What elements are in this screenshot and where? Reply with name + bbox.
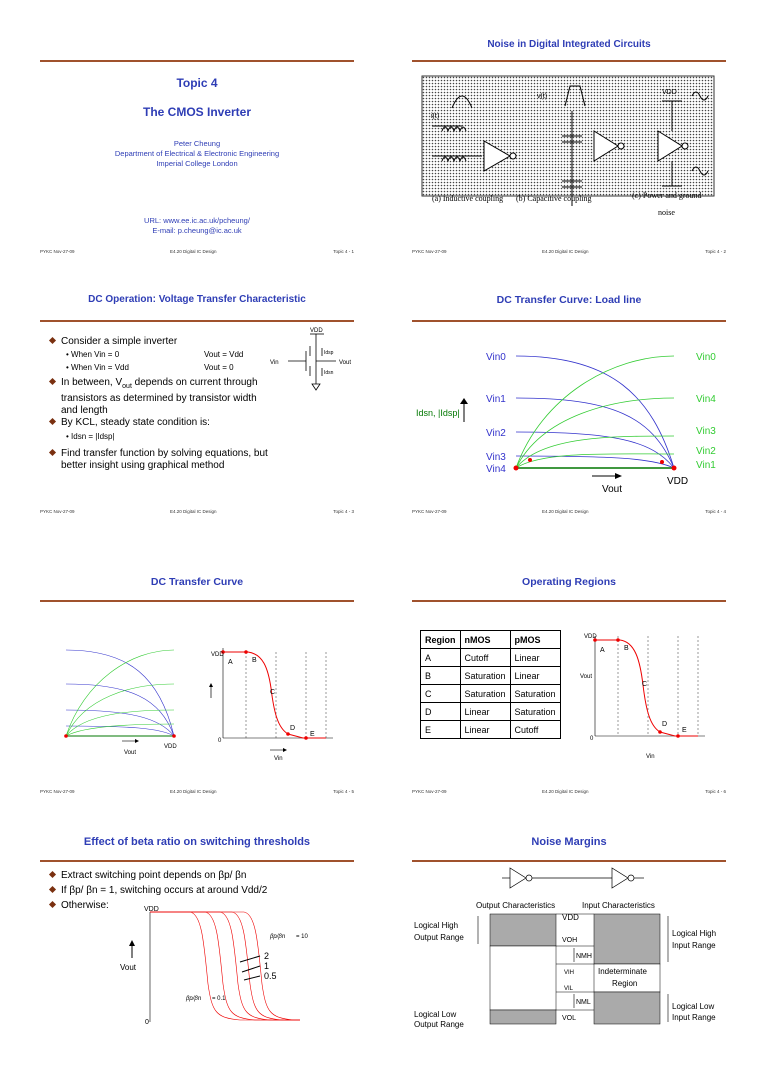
department: Department of Electrical & Electronic Engineering [114, 149, 280, 158]
slide-title: DC Operation: Voltage Transfer Characteristic [88, 294, 306, 305]
footer-center: E4.20 Digital IC Design [542, 789, 589, 794]
x-axis-label: Vin [274, 756, 283, 762]
i-label: i(t) [431, 113, 440, 120]
load-line-plot [412, 336, 732, 496]
table-cell: Linear [460, 721, 510, 739]
table-row [421, 685, 561, 703]
slide-8 [412, 828, 742, 1078]
vdd-label: VDD [164, 744, 177, 750]
vdd-y-label: VDD [211, 652, 224, 658]
slide-title: DC Transfer Curve [150, 576, 244, 588]
slide-2 [412, 28, 742, 278]
output-char-label: Output Characteristics [476, 901, 556, 910]
footer-page: Topic 4 - 1 [333, 249, 354, 254]
title-rule [40, 320, 354, 322]
logical-low-out-1: Logical Low [414, 1010, 457, 1019]
slide-title: Noise in Digital Integrated Circuits [487, 39, 651, 50]
beta-mark-label: 2 [264, 951, 270, 961]
vtc-plot [580, 630, 720, 760]
region-label: A [228, 659, 233, 666]
table-cell: Linear [510, 667, 560, 685]
table-cell: Linear [510, 649, 560, 667]
title-rule [412, 600, 726, 602]
vtc-plot [208, 638, 348, 768]
idsp-label: Idsp [324, 350, 334, 356]
region-label: B [252, 657, 257, 664]
bullet-2: If βp/ βn = 1, switching occurs at around Vdd/2 [50, 885, 267, 897]
footer-page: Topic 4 - 6 [705, 789, 726, 794]
region-label: C [642, 681, 648, 688]
x-axis-label: Vout [602, 484, 623, 495]
noise-figure [422, 76, 714, 226]
slide-5 [40, 568, 370, 818]
voh-label: VOH [562, 937, 578, 944]
right-curve-label: Vin2 [696, 446, 716, 457]
vih-label: VIH [564, 970, 575, 976]
logical-low-in-1: Logical Low [672, 1002, 715, 1011]
table-header-cell: pMOS [510, 631, 560, 649]
slide-6 [412, 568, 742, 818]
logical-high-in-2: Input Range [672, 941, 716, 950]
ratio-low-label: βp/βn [186, 996, 202, 1002]
footer-left: PYKC Nov-27-09 [40, 249, 75, 254]
ratio-high-value: = 10 [296, 934, 308, 940]
left-curve-label: Vin3 [486, 452, 506, 463]
table-cell: Saturation [460, 667, 510, 685]
y-axis-label: Vout [120, 963, 137, 972]
table-row [421, 649, 561, 667]
title-rule [412, 860, 726, 862]
title-rule [412, 320, 726, 322]
left-curve-label: Vin2 [486, 428, 506, 439]
bullet-1: Consider a simple inverter [50, 336, 177, 348]
left-curve-label: Vin4 [486, 464, 506, 475]
beta-mark-label: 1 [264, 961, 270, 971]
logical-low-in-2: Input Range [672, 1013, 716, 1022]
nml-label: NML [576, 999, 591, 1006]
vil-label: VIL [564, 986, 574, 992]
region-label: E [310, 731, 315, 738]
footer-left: PYKC Nov-27-09 [40, 509, 75, 514]
bullet-3: Otherwise: [50, 900, 109, 912]
table-row [421, 667, 561, 685]
table-row [421, 703, 561, 721]
inverter-schematic [268, 324, 363, 399]
logical-low-out-2: Output Range [414, 1020, 464, 1029]
region-label: D [290, 725, 296, 732]
footer-left: PYKC Nov-27-09 [412, 509, 447, 514]
slide-1 [40, 28, 370, 278]
x-axis-label: Vout [124, 750, 137, 756]
slide-title: Noise Margins [531, 836, 607, 848]
vdd-label: VDD [144, 906, 159, 913]
x-axis-label: Vin [646, 754, 655, 760]
right-curve-label: Vin1 [696, 460, 716, 471]
bullet-2: In between, $V_{out}$ depends on current through transistors as determined by transistor width and length [50, 377, 290, 417]
region-label: B [624, 645, 629, 652]
beta-ratio-plot [120, 904, 320, 1024]
footer-left: PYKC Nov-27-09 [412, 789, 447, 794]
ratio-low-value: = 0.1 [212, 996, 226, 1002]
sub-bullet-3: • Idsn = |Idsp| [66, 432, 115, 441]
region-label: D [662, 721, 668, 728]
footer-page: Topic 4 - 3 [333, 509, 354, 514]
slide-3 [40, 288, 370, 538]
table-cell: E [421, 721, 461, 739]
vin-label: Vin [270, 360, 279, 366]
footer-page: Topic 4 - 4 [705, 509, 726, 514]
vdd-label: VDD [562, 913, 579, 922]
sub-bullet-1: • When Vin = 0 Vout = Vdd [66, 350, 244, 359]
indeterminate-label-1: Indeterminate [598, 967, 647, 976]
right-curve-label: Vin3 [696, 426, 716, 437]
footer-center: E4.20 Digital IC Design [542, 249, 589, 254]
sub-bullet-2: • When Vin = Vdd Vout = 0 [66, 363, 234, 372]
topic-number: Topic 4 [176, 76, 218, 90]
nmh-label: NMH [576, 953, 592, 960]
region-label: C [270, 689, 276, 696]
slide-7 [40, 828, 370, 1078]
email-link[interactable]: E-mail: p.cheung@ic.ac.uk [152, 226, 242, 235]
slide-title: Operating Regions [522, 576, 616, 588]
caption-a: (a) Inductive coupling [432, 194, 504, 203]
left-curve-label: Vin0 [486, 352, 506, 363]
vdd-label: VDD [310, 328, 323, 334]
zero-label: 0 [145, 1019, 149, 1026]
beta-mark-label: 0.5 [264, 971, 277, 981]
title-rule [40, 860, 354, 862]
footer-page: Topic 4 - 5 [333, 789, 354, 794]
slide-title: DC Transfer Curve: Load line [496, 294, 642, 306]
url-link[interactable]: URL: www.ee.ic.ac.uk/pcheung/ [144, 216, 250, 225]
table-cell: Cutoff [460, 649, 510, 667]
vout-label: Vout [339, 360, 352, 366]
footer-page: Topic 4 - 2 [705, 249, 726, 254]
title-rule [412, 60, 726, 62]
vdd-y-label: VDD [584, 634, 597, 640]
table-cell: Saturation [510, 685, 560, 703]
v-label: v(t) [537, 93, 548, 100]
slide-title: The CMOS Inverter [142, 105, 252, 119]
table-cell: C [421, 685, 461, 703]
table-row [421, 721, 561, 739]
right-curve-label: Vin4 [696, 394, 716, 405]
table-cell: D [421, 703, 461, 721]
footer-left: PYKC Nov-27-09 [40, 789, 75, 794]
indeterminate-label-2: Region [612, 979, 638, 988]
table-cell: A [421, 649, 461, 667]
vdd-label: VDD [662, 89, 677, 96]
table-cell: Saturation [510, 703, 560, 721]
title-rule [40, 60, 354, 62]
noise-margin-diagram [412, 864, 726, 1029]
table-cell: B [421, 667, 461, 685]
zero-label: 0 [590, 736, 594, 742]
college: Imperial College London [156, 159, 238, 168]
table-header-cell: Region [421, 631, 461, 649]
region-label: E [682, 727, 687, 734]
right-curve-label: Vin0 [696, 352, 716, 363]
title-rule [40, 600, 354, 602]
y-axis-label: Idsn, |Idsp| [416, 408, 460, 418]
footer-center: E4.20 Digital IC Design [170, 509, 217, 514]
footer-left: PYKC Nov-27-09 [412, 249, 447, 254]
bullet-3: By KCL, steady state condition is: [50, 417, 210, 429]
bullet-4: Find transfer function by solving equations, but better insight using graphical method [50, 448, 310, 472]
slide-4 [412, 288, 742, 538]
footer-center: E4.20 Digital IC Design [170, 249, 217, 254]
footer-center: E4.20 Digital IC Design [542, 509, 589, 514]
logical-high-in-1: Logical High [672, 929, 717, 938]
zero-label: 0 [218, 738, 222, 744]
logical-high-out-2: Output Range [414, 933, 464, 942]
slide-title: Effect of beta ratio on switching thresholds [83, 836, 311, 848]
table-cell: Saturation [460, 685, 510, 703]
operating-regions-table [420, 630, 561, 739]
table-header-cell: nMOS [460, 631, 510, 649]
logical-high-out-1: Logical High [414, 921, 459, 930]
idsn-label: Idsn [324, 370, 334, 376]
caption-c1: (c) Power and ground [632, 191, 702, 200]
author: Peter Cheung [173, 139, 221, 148]
mini-load-line-plot [40, 638, 200, 768]
table-cell: Linear [460, 703, 510, 721]
ratio-high-label: βp/βn [270, 934, 286, 940]
caption-c2: noise [658, 208, 675, 217]
caption-b: (b) Capacitive coupling [516, 194, 592, 203]
input-char-label: Input Characteristics [582, 901, 655, 910]
bullet-1: Extract switching point depends on βp/ βn [50, 870, 247, 882]
region-label: A [600, 647, 605, 654]
table-cell: Cutoff [510, 721, 560, 739]
vdd-label: VDD [667, 476, 689, 487]
footer-center: E4.20 Digital IC Design [170, 789, 217, 794]
vol-label: VOL [562, 1015, 577, 1022]
y-axis-label: Vout [580, 674, 593, 680]
left-curve-label: Vin1 [486, 394, 506, 405]
